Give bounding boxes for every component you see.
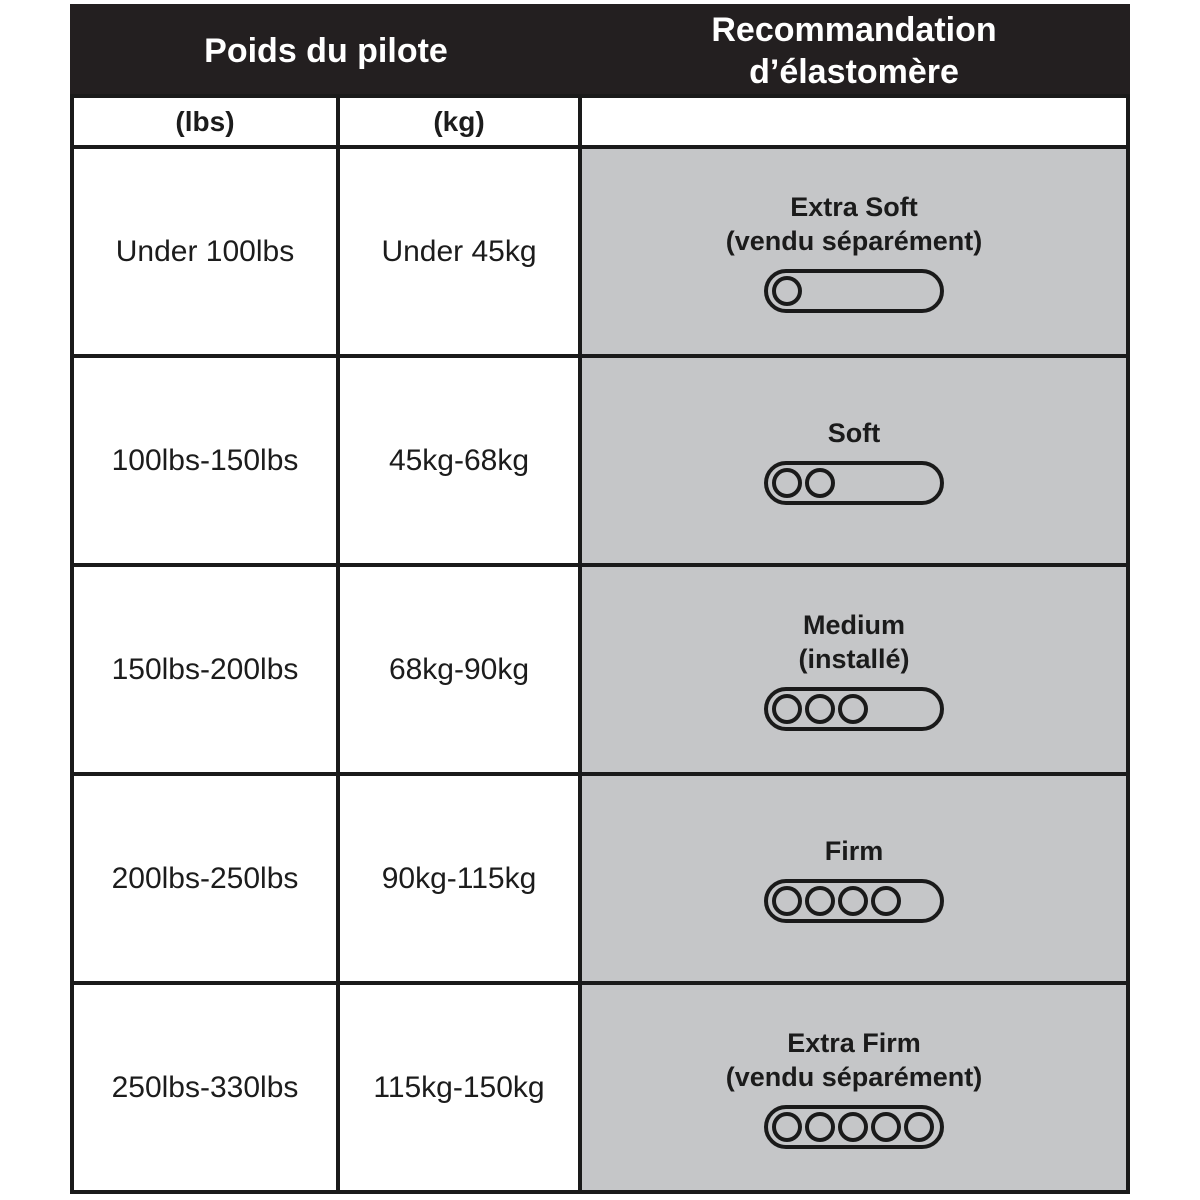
- elastomer-name: Extra Firm: [787, 1028, 921, 1058]
- elastomer-note: (vendu séparément): [725, 1062, 983, 1092]
- cell-kg: 115kg-150kg: [338, 983, 580, 1192]
- header-recommendation-line1: Recommandation: [711, 11, 997, 49]
- cell-kg: 90kg-115kg: [338, 774, 580, 983]
- elastomer-note: (installé): [798, 644, 910, 674]
- cell-kg: 68kg-90kg: [338, 565, 580, 774]
- header-rider-weight: Poids du pilote: [72, 6, 580, 96]
- cell-recommendation: [580, 147, 1128, 356]
- elastomer-dot: [772, 886, 802, 916]
- cell-recommendation: [580, 356, 1128, 565]
- cell-recommendation: [580, 774, 1128, 983]
- elastomer-indicator: [764, 269, 944, 313]
- subheader-empty: [580, 96, 1128, 147]
- elastomer-dot: [805, 468, 835, 498]
- elastomer-name: Medium: [802, 610, 905, 640]
- header-recommendation: [580, 6, 1128, 96]
- elastomer-dot: [805, 1112, 835, 1142]
- header-recommendation-line2: d’élastomère: [749, 53, 959, 91]
- elastomer-dot: [805, 886, 835, 916]
- table-row: [72, 356, 1128, 565]
- elastomer-name: Firm: [824, 836, 884, 866]
- elastomer-dot: [805, 694, 835, 724]
- cell-kg: 45kg-68kg: [338, 356, 580, 565]
- subheader-kg: (kg): [338, 96, 580, 147]
- table-header-row: [72, 6, 1128, 96]
- elastomer-name: Soft: [827, 418, 881, 448]
- cell-lbs: Under 100lbs: [72, 147, 338, 356]
- elastomer-dot: [772, 694, 802, 724]
- cell-lbs: 250lbs-330lbs: [72, 983, 338, 1192]
- elastomer-dot: [772, 276, 802, 306]
- cell-recommendation: [580, 983, 1128, 1192]
- subheader-lbs: (lbs): [72, 96, 338, 147]
- table-row: [72, 983, 1128, 1192]
- elastomer-indicator: [764, 687, 944, 731]
- elastomer-dot: [871, 886, 901, 916]
- elastomer-dot: [772, 1112, 802, 1142]
- elastomer-note: (vendu séparément): [725, 226, 983, 256]
- elastomer-dot: [904, 1112, 934, 1142]
- cell-kg: Under 45kg: [338, 147, 580, 356]
- cell-recommendation: [580, 565, 1128, 774]
- table-subheader-row: [72, 96, 1128, 147]
- elastomer-dot: [772, 468, 802, 498]
- elastomer-indicator: [764, 461, 944, 505]
- table-row: [72, 774, 1128, 983]
- table-row: [72, 565, 1128, 774]
- cell-lbs: 150lbs-200lbs: [72, 565, 338, 774]
- cell-lbs: 100lbs-150lbs: [72, 356, 338, 565]
- elastomer-dot: [838, 694, 868, 724]
- table-row: [72, 147, 1128, 356]
- elastomer-dot: [871, 1112, 901, 1142]
- elastomer-dot: [838, 886, 868, 916]
- elastomer-indicator: [764, 1105, 944, 1149]
- cell-lbs: 200lbs-250lbs: [72, 774, 338, 983]
- elastomer-table: [70, 4, 1130, 1194]
- elastomer-indicator: [764, 879, 944, 923]
- elastomer-dot: [838, 1112, 868, 1142]
- elastomer-name: Extra Soft: [790, 192, 918, 222]
